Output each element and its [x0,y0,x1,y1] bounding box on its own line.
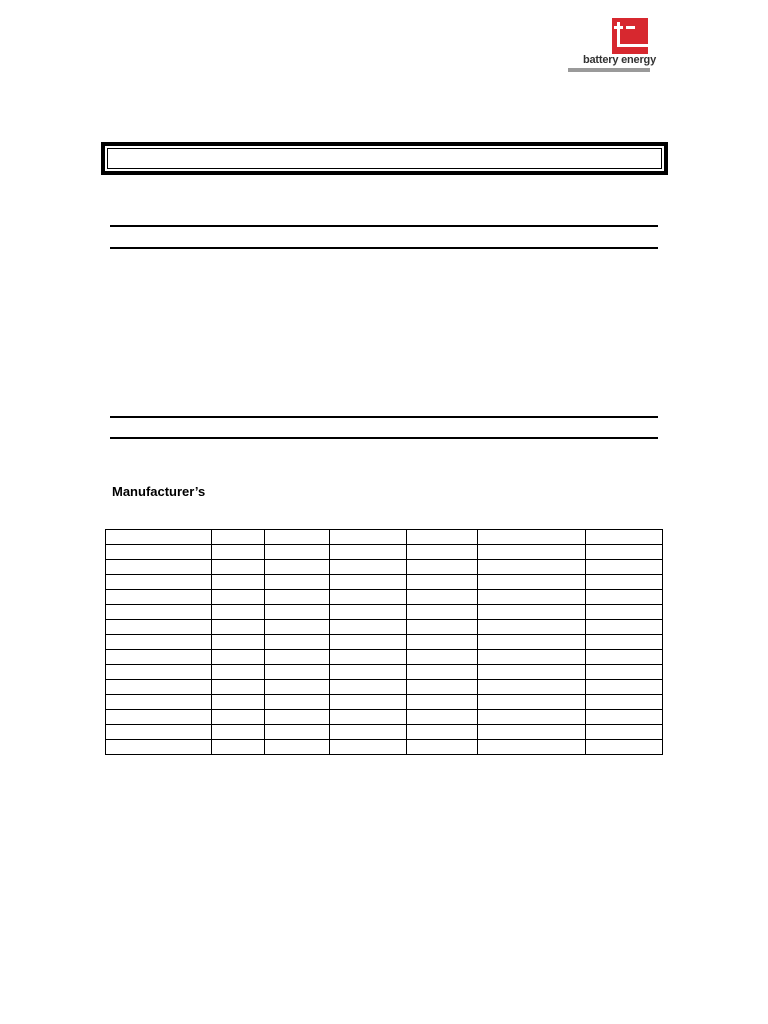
table-cell [212,575,265,590]
table-cell [212,665,265,680]
table-cell [106,620,212,635]
table-cell [212,590,265,605]
table-cell [586,545,663,560]
table-cell [265,590,330,605]
section-rule-top-1 [110,225,658,227]
table-cell [586,695,663,710]
table-cell [330,695,407,710]
document-title-box [101,142,668,175]
table-cell [330,740,407,755]
table-cell [407,680,478,695]
table-cell [478,605,586,620]
table-cell [586,635,663,650]
table-cell [265,620,330,635]
section-rule-bottom-1 [110,247,658,249]
table-cell [212,530,265,545]
table-cell [330,665,407,680]
table-cell [330,545,407,560]
table-row [106,590,663,605]
section-rule-top-2 [110,416,658,418]
table-cell [265,530,330,545]
table-cell [265,545,330,560]
table-cell [106,725,212,740]
table-cell [106,560,212,575]
table-cell [478,575,586,590]
table-cell [212,725,265,740]
table-cell [586,605,663,620]
table-row [106,575,663,590]
table-cell [265,710,330,725]
table-cell [586,560,663,575]
table-cell [212,650,265,665]
table-cell [212,635,265,650]
table-cell [478,650,586,665]
table-cell [330,710,407,725]
table-cell [212,740,265,755]
table-cell [478,545,586,560]
table-cell [106,665,212,680]
table-cell [106,575,212,590]
manufacturer-spec-table [105,529,663,755]
section-rule-bottom-2 [110,437,658,439]
table-cell [478,695,586,710]
table-cell [265,575,330,590]
battery-energy-logo-mark-icon [612,18,648,54]
table-cell [478,725,586,740]
table-cell [106,695,212,710]
table-cell [330,590,407,605]
table-row [106,650,663,665]
manufacturers-heading: Manufacturer’s [112,484,206,499]
table-cell [265,695,330,710]
table-cell [106,740,212,755]
table-cell [586,740,663,755]
table-cell [106,680,212,695]
table-row [106,725,663,740]
table-cell [212,560,265,575]
table-cell [330,620,407,635]
table-cell [478,710,586,725]
table-row [106,620,663,635]
table-cell [212,605,265,620]
table-row [106,710,663,725]
logo-wordmark: battery energy [582,54,656,66]
table-cell [106,545,212,560]
table-cell [478,620,586,635]
table-cell [265,680,330,695]
table-cell [478,590,586,605]
table-row [106,560,663,575]
table-cell [407,575,478,590]
table-cell [212,545,265,560]
table-cell [330,560,407,575]
table-cell [106,605,212,620]
table-cell [106,590,212,605]
table-cell [586,680,663,695]
table-cell [106,650,212,665]
table-cell [586,710,663,725]
battery-energy-logo [564,14,656,74]
table-cell [407,650,478,665]
table-cell [478,635,586,650]
table-cell [586,665,663,680]
table-cell [407,635,478,650]
table-row [106,695,663,710]
table-cell [407,590,478,605]
table-cell [330,575,407,590]
table-row [106,635,663,650]
table-row [106,530,663,545]
table-cell [407,620,478,635]
table-cell [212,620,265,635]
table-cell [265,725,330,740]
table-cell [265,650,330,665]
table-cell [478,530,586,545]
table-row [106,605,663,620]
table-cell [407,710,478,725]
table-cell [212,695,265,710]
logo-tagline [568,68,650,72]
table-cell [265,560,330,575]
table-row [106,740,663,755]
table-cell [407,740,478,755]
table-cell [407,695,478,710]
table-cell [106,635,212,650]
table-cell [478,560,586,575]
table-cell [212,680,265,695]
table-cell [586,530,663,545]
table-cell [106,530,212,545]
table-cell [586,620,663,635]
table-cell [407,560,478,575]
table-row [106,545,663,560]
table-cell [106,710,212,725]
table-cell [212,710,265,725]
table-row [106,680,663,695]
table-cell [330,635,407,650]
table-cell [586,650,663,665]
table-cell [330,680,407,695]
table-cell [478,665,586,680]
table-cell [586,725,663,740]
table-cell [407,530,478,545]
table-cell [407,725,478,740]
table-cell [478,740,586,755]
table-cell [265,665,330,680]
table-cell [330,605,407,620]
table-cell [265,605,330,620]
table-cell [265,635,330,650]
table-cell [586,575,663,590]
table-cell [586,590,663,605]
table-cell [330,725,407,740]
table-cell [407,605,478,620]
table-cell [330,530,407,545]
table-cell [265,740,330,755]
document-title-text [107,148,662,169]
table-cell [407,545,478,560]
table-cell [330,650,407,665]
table-row [106,665,663,680]
table-cell [478,680,586,695]
table-cell [407,665,478,680]
